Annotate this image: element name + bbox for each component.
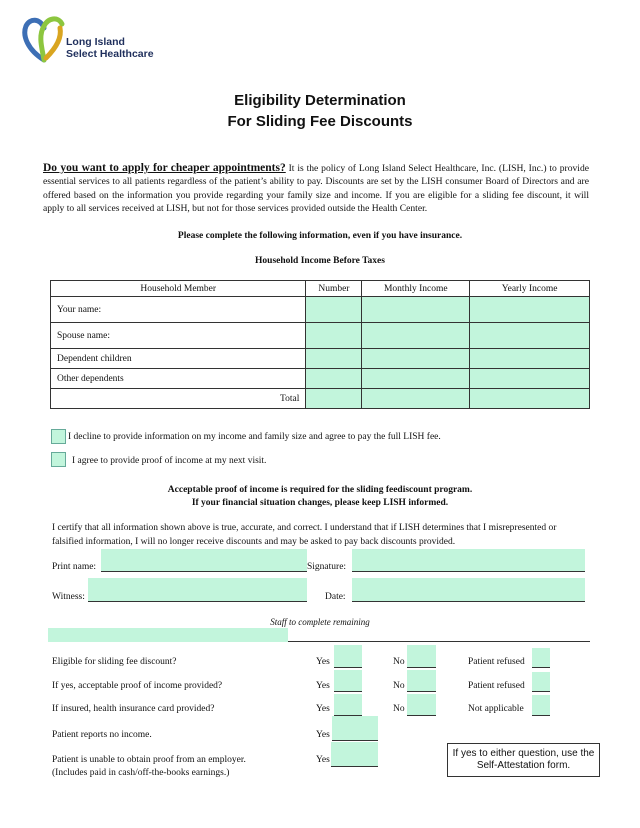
intro-body: It is the policy of Long Island Select Healthcare, Inc. (LISH, Inc.) to provide essential services to all patients regardless of the patient’s ability to pay. Discounts are set by the LISH consumer Board of Directors and are offered based on the information you provide regarding your family size and income. If you are eligible for a sliding fee discount, it will apply to all services received at LISH, but not for those services provided outside the Health Center. xyxy=(43,163,590,214)
yes-label: Yes xyxy=(316,730,330,740)
staff-question-eligible: Eligible for sliding fee discount? xyxy=(52,657,177,667)
table-header-row xyxy=(51,281,590,297)
patient-refused-label: Patient refused xyxy=(468,657,525,667)
col-header-member: Household Member xyxy=(51,281,306,297)
print-name-input[interactable] xyxy=(101,549,307,572)
proof-yes-field[interactable] xyxy=(334,670,362,692)
yes-label: Yes xyxy=(316,704,330,714)
eligible-yes-field[interactable] xyxy=(334,645,362,668)
yes-label: Yes xyxy=(316,657,330,667)
insurance-na-field[interactable] xyxy=(532,695,550,716)
date-input[interactable] xyxy=(352,578,585,602)
yearly-income-input[interactable] xyxy=(470,323,590,349)
signature-input[interactable] xyxy=(352,549,585,572)
number-input[interactable] xyxy=(306,297,362,323)
insurance-no-field[interactable] xyxy=(407,694,436,716)
number-input[interactable] xyxy=(306,349,362,369)
no-label: No xyxy=(393,681,405,691)
row-label-children: Dependent children xyxy=(51,349,306,369)
self-attestation-note: If yes to either question, use the Self-Attestation form. xyxy=(447,743,600,777)
patient-refused-label: Patient refused xyxy=(468,681,525,691)
insurance-yes-field[interactable] xyxy=(334,694,362,716)
col-header-yearly: Yearly Income xyxy=(470,281,590,297)
no-label: No xyxy=(393,704,405,714)
agree-checkbox[interactable] xyxy=(51,452,66,467)
signature-label: Signature: xyxy=(307,562,347,572)
heart-logo-icon xyxy=(22,14,68,64)
total-monthly-input[interactable] xyxy=(362,389,470,409)
monthly-income-input[interactable] xyxy=(362,369,470,389)
title-line-1: Eligibility Determination xyxy=(234,92,406,109)
yes-label: Yes xyxy=(316,755,330,765)
no-label: No xyxy=(393,657,405,667)
certify-text: I certify that all information shown above is true, accurate, and correct. I understand that if LISH determines that I misrepresented or falsified information, I will no longer receive discounts and may be asked to pay back discounts provided. xyxy=(52,523,557,547)
not-applicable-label: Not applicable xyxy=(468,704,524,714)
total-yearly-input[interactable] xyxy=(470,389,590,409)
witness-label: Witness: xyxy=(52,592,85,602)
date-label: Date: xyxy=(325,592,346,602)
intro-lead: Do you want to apply for cheaper appointments? xyxy=(43,162,286,174)
staff-divider xyxy=(288,641,590,642)
logo-line-2: Select Healthcare xyxy=(66,48,154,60)
decline-label: I decline to provide information on my income and family size and agree to pay the full LISH fee. xyxy=(68,432,441,442)
total-label: Total xyxy=(51,389,306,409)
yearly-income-input[interactable] xyxy=(470,349,590,369)
yes-label: Yes xyxy=(316,681,330,691)
decline-checkbox[interactable] xyxy=(51,429,66,444)
table-total-row xyxy=(51,389,590,409)
staff-label: Staff to complete remaining xyxy=(270,617,370,627)
intro-paragraph xyxy=(43,162,589,215)
yearly-income-input[interactable] xyxy=(470,369,590,389)
print-name-label: Print name: xyxy=(52,562,97,572)
proof-refused-field[interactable] xyxy=(532,672,550,692)
table-row xyxy=(51,323,590,349)
no-income-yes-field[interactable] xyxy=(332,716,378,741)
monthly-income-input[interactable] xyxy=(362,297,470,323)
no-proof-yes-field[interactable] xyxy=(331,742,378,767)
eligible-refused-field[interactable] xyxy=(532,648,550,668)
page-title xyxy=(0,90,640,132)
title-line-2: For Sliding Fee Discounts xyxy=(227,113,413,130)
total-number-input[interactable] xyxy=(306,389,362,409)
table-title: Household Income Before Taxes xyxy=(255,256,385,266)
staff-question-insurance: If insured, health insurance card provided? xyxy=(52,704,215,714)
staff-question-no-proof-note: (Includes paid in cash/off-the-books earnings.) xyxy=(52,768,230,778)
table-row xyxy=(51,297,590,323)
row-label-dependents: Other dependents xyxy=(51,369,306,389)
agree-label: I agree to provide proof of income at my next visit. xyxy=(72,456,267,466)
eligible-no-field[interactable] xyxy=(407,645,436,668)
staff-question-no-proof: Patient is unable to obtain proof from an employer. xyxy=(52,755,246,765)
instruction-text: Please complete the following information, even if you have insurance. xyxy=(177,231,463,241)
monthly-income-input[interactable] xyxy=(362,349,470,369)
proof-notice-line-1: Acceptable proof of income is required for the sliding feediscount program. xyxy=(167,485,473,495)
row-label-your-name: Your name: xyxy=(51,297,306,323)
table-row xyxy=(51,369,590,389)
proof-no-field[interactable] xyxy=(407,670,436,692)
col-header-number: Number xyxy=(306,281,362,297)
staff-question-proof: If yes, acceptable proof of income provided? xyxy=(52,681,223,691)
col-header-monthly: Monthly Income xyxy=(362,281,470,297)
yearly-income-input[interactable] xyxy=(470,297,590,323)
table-row xyxy=(51,349,590,369)
logo-line-1: Long Island xyxy=(66,36,125,48)
row-label-spouse: Spouse name: xyxy=(51,323,306,349)
number-input[interactable] xyxy=(306,369,362,389)
staff-question-no-income: Patient reports no income. xyxy=(52,730,152,740)
monthly-income-input[interactable] xyxy=(362,323,470,349)
proof-notice-line-2: If your financial situation changes, please keep LISH informed. xyxy=(191,498,449,508)
logo xyxy=(22,14,162,64)
income-table xyxy=(50,280,590,409)
witness-input[interactable] xyxy=(88,578,307,602)
staff-input[interactable] xyxy=(48,628,288,642)
number-input[interactable] xyxy=(306,323,362,349)
